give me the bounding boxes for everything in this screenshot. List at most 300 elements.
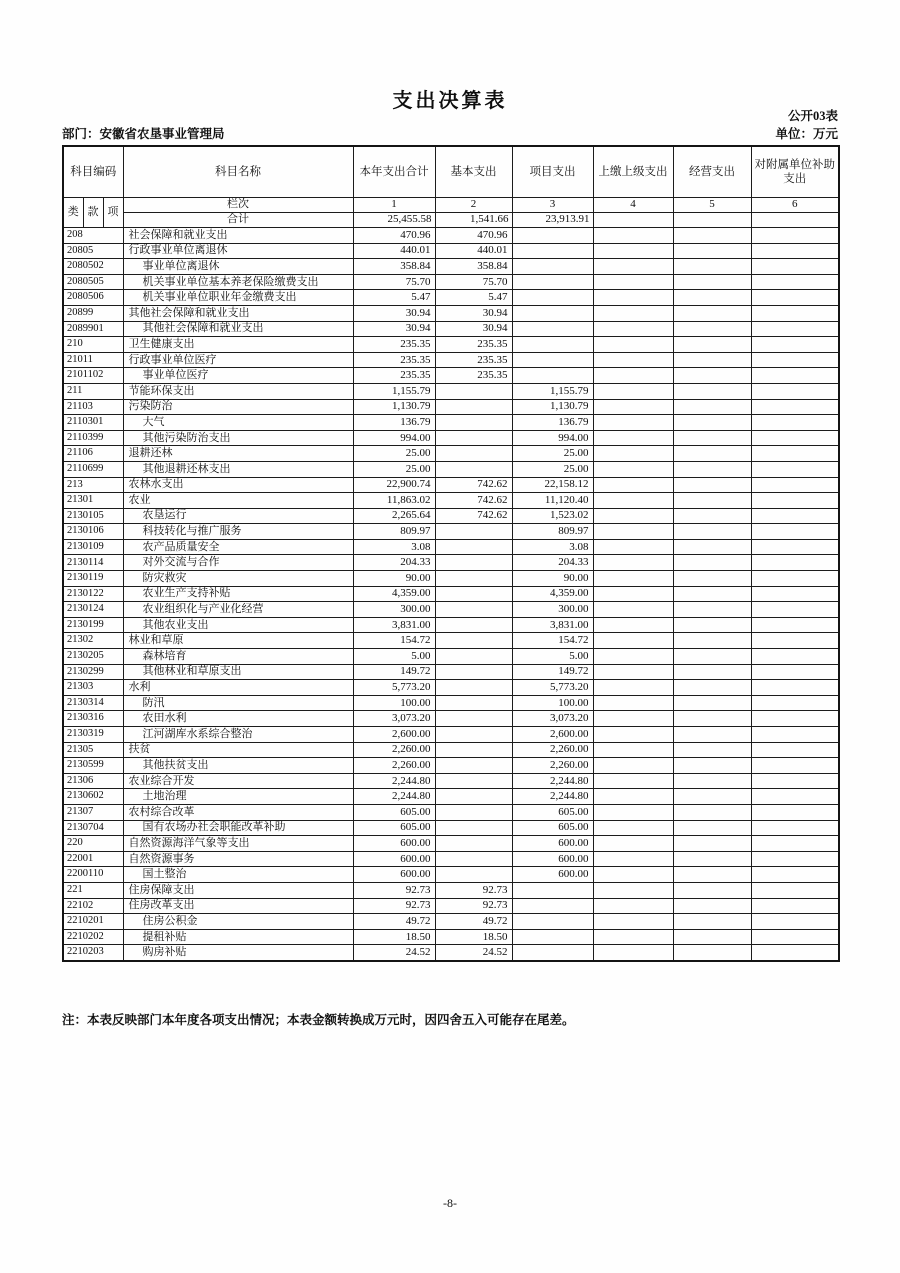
amount-cell: [751, 680, 839, 696]
header-row-lanci: [63, 198, 839, 213]
amount-cell: [435, 742, 512, 758]
amount-cell: 90.00: [353, 571, 435, 587]
subject-name-cell: 森林培育: [123, 649, 353, 665]
amount-cell: 49.72: [353, 914, 435, 930]
subject-name-cell: 农业生产支持补贴: [123, 586, 353, 602]
amount-cell: 3.08: [353, 539, 435, 555]
amount-cell: [673, 664, 751, 680]
table-row: [63, 851, 839, 867]
amount-cell: 358.84: [353, 259, 435, 275]
amount-cell: [593, 867, 673, 883]
amount-cell: [673, 867, 751, 883]
table-row: [63, 804, 839, 820]
amount-cell: [673, 882, 751, 898]
amount-cell: 3,831.00: [512, 617, 593, 633]
subject-code-cell: 21303: [63, 680, 123, 696]
amount-cell: 1,155.79: [512, 383, 593, 399]
subject-code-cell: 2110699: [63, 461, 123, 477]
amount-cell: 235.35: [435, 352, 512, 368]
amount-cell: [593, 633, 673, 649]
subject-name-cell: 事业单位医疗: [123, 368, 353, 384]
amount-cell: [751, 773, 839, 789]
amount-cell: [673, 742, 751, 758]
subject-name-cell: 农垦运行: [123, 508, 353, 524]
subject-name-cell: 提租补贴: [123, 929, 353, 945]
subject-name-cell: 购房补贴: [123, 945, 353, 961]
amount-cell: [673, 243, 751, 259]
amount-cell: [593, 243, 673, 259]
subject-name-cell: 其他污染防治支出: [123, 430, 353, 446]
subject-code-cell: 2080502: [63, 259, 123, 275]
amount-cell: [673, 898, 751, 914]
subject-name-cell: 国土整治: [123, 867, 353, 883]
department-label: 部门：安徽省农垦事业管理局: [62, 127, 225, 141]
amount-cell: 2,244.80: [353, 773, 435, 789]
subject-code-cell: 20805: [63, 243, 123, 259]
amount-cell: 605.00: [512, 820, 593, 836]
amount-cell: 2,260.00: [512, 758, 593, 774]
amount-cell: 2,600.00: [353, 727, 435, 743]
amount-cell: 22,900.74: [353, 477, 435, 493]
amount-cell: 5,773.20: [353, 680, 435, 696]
amount-cell: [751, 836, 839, 852]
table-row: [63, 399, 839, 415]
table-row: [63, 305, 839, 321]
amount-cell: [435, 446, 512, 462]
amount-cell: [751, 539, 839, 555]
amount-cell: [435, 399, 512, 415]
amount-cell: [593, 446, 673, 462]
subject-code-cell: 21306: [63, 773, 123, 789]
amount-cell: 92.73: [353, 898, 435, 914]
subject-code-cell: 2130299: [63, 664, 123, 680]
table-row: [63, 820, 839, 836]
table-row: [63, 493, 839, 509]
subject-code-cell: 213: [63, 477, 123, 493]
subject-name-cell: 水利: [123, 680, 353, 696]
amount-cell: 18.50: [435, 929, 512, 945]
amount-cell: [593, 742, 673, 758]
amount-cell: 300.00: [353, 602, 435, 618]
amount-cell: 11,120.40: [512, 493, 593, 509]
subject-name-cell: 农林水支出: [123, 477, 353, 493]
subject-name-cell: 农业组织化与产业化经营: [123, 602, 353, 618]
table-row: [63, 243, 839, 259]
subject-name-cell: 国有农场办社会职能改革补助: [123, 820, 353, 836]
amount-cell: 235.35: [435, 337, 512, 353]
amount-cell: [751, 929, 839, 945]
amount-cell: [593, 649, 673, 665]
subject-code-cell: 208: [63, 228, 123, 244]
amount-cell: [593, 820, 673, 836]
amount-cell: 92.73: [353, 882, 435, 898]
amount-cell: [673, 383, 751, 399]
amount-cell: 1,523.02: [512, 508, 593, 524]
amount-cell: 600.00: [353, 867, 435, 883]
subject-code-cell: 22102: [63, 898, 123, 914]
amount-cell: 742.62: [435, 493, 512, 509]
amount-cell: [751, 274, 839, 290]
heji-subsidy: [751, 213, 839, 228]
table-row: [63, 321, 839, 337]
amount-cell: [435, 695, 512, 711]
amount-cell: [512, 368, 593, 384]
subject-name-cell: 社会保障和就业支出: [123, 228, 353, 244]
amount-cell: 30.94: [435, 305, 512, 321]
amount-cell: [673, 352, 751, 368]
amount-cell: [512, 898, 593, 914]
amount-cell: [673, 477, 751, 493]
amount-cell: [593, 337, 673, 353]
amount-cell: 100.00: [353, 695, 435, 711]
table-row: [63, 274, 839, 290]
amount-cell: [751, 228, 839, 244]
subject-code-cell: 21302: [63, 633, 123, 649]
amount-cell: 600.00: [512, 851, 593, 867]
amount-cell: 154.72: [353, 633, 435, 649]
subject-code-cell: 2110399: [63, 430, 123, 446]
amount-cell: [593, 508, 673, 524]
table-row: [63, 758, 839, 774]
amount-cell: 49.72: [435, 914, 512, 930]
amount-cell: [673, 290, 751, 306]
amount-cell: [435, 836, 512, 852]
amount-cell: [435, 680, 512, 696]
amount-cell: [751, 664, 839, 680]
amount-cell: 1,130.79: [353, 399, 435, 415]
amount-cell: [751, 461, 839, 477]
amount-cell: [435, 789, 512, 805]
lanci-label: 栏次: [123, 198, 353, 213]
table-row: [63, 680, 839, 696]
amount-cell: 30.94: [353, 305, 435, 321]
table-row: [63, 430, 839, 446]
subject-code-cell: 22001: [63, 851, 123, 867]
subject-name-cell: 科技转化与推广服务: [123, 524, 353, 540]
amount-cell: [435, 727, 512, 743]
amount-cell: [512, 228, 593, 244]
amount-cell: [593, 758, 673, 774]
table-row: [63, 711, 839, 727]
amount-cell: 204.33: [512, 555, 593, 571]
table-row: [63, 477, 839, 493]
table-row: [63, 228, 839, 244]
subject-name-cell: 扶贫: [123, 742, 353, 758]
table-row: [63, 867, 839, 883]
amount-cell: 5.47: [353, 290, 435, 306]
lanci-col-6: 6: [751, 198, 839, 213]
col-header-project: 项目支出: [512, 146, 593, 198]
amount-cell: 25.00: [512, 446, 593, 462]
amount-cell: [751, 851, 839, 867]
amount-cell: [593, 836, 673, 852]
amount-cell: [751, 867, 839, 883]
amount-cell: [435, 804, 512, 820]
amount-cell: [751, 804, 839, 820]
amount-cell: 75.70: [435, 274, 512, 290]
subject-name-cell: 农产品质量安全: [123, 539, 353, 555]
amount-cell: [751, 305, 839, 321]
amount-cell: [593, 711, 673, 727]
subject-name-cell: 防灾救灾: [123, 571, 353, 587]
amount-cell: [751, 882, 839, 898]
amount-cell: [593, 477, 673, 493]
amount-cell: [751, 742, 839, 758]
amount-cell: [673, 586, 751, 602]
amount-cell: [673, 929, 751, 945]
amount-cell: [751, 430, 839, 446]
amount-cell: 90.00: [512, 571, 593, 587]
col-header-affiliate-subsidy: 对附属单位补助支出: [751, 146, 839, 198]
amount-cell: 154.72: [512, 633, 593, 649]
subject-code-cell: 220: [63, 836, 123, 852]
amount-cell: [593, 851, 673, 867]
amount-cell: [751, 321, 839, 337]
subcol-xiang: 项: [103, 198, 123, 228]
col-header-operating: 经营支出: [673, 146, 751, 198]
amount-cell: 440.01: [435, 243, 512, 259]
table-row: [63, 555, 839, 571]
subject-code-cell: 2210201: [63, 914, 123, 930]
amount-cell: [435, 461, 512, 477]
amount-cell: 235.35: [435, 368, 512, 384]
amount-cell: [673, 415, 751, 431]
subject-code-cell: 2080505: [63, 274, 123, 290]
amount-cell: [673, 836, 751, 852]
amount-cell: 5.47: [435, 290, 512, 306]
subject-code-cell: 2130205: [63, 649, 123, 665]
amount-cell: [593, 898, 673, 914]
amount-cell: [593, 368, 673, 384]
amount-cell: [751, 617, 839, 633]
amount-cell: [673, 649, 751, 665]
amount-cell: 440.01: [353, 243, 435, 259]
subject-code-cell: 2089901: [63, 321, 123, 337]
subject-code-cell: 2130602: [63, 789, 123, 805]
amount-cell: [512, 945, 593, 961]
subject-name-cell: 自然资源事务: [123, 851, 353, 867]
amount-cell: [593, 430, 673, 446]
heji-operating: [673, 213, 751, 228]
amount-cell: [673, 727, 751, 743]
amount-cell: 149.72: [353, 664, 435, 680]
heji-project: 23,913.91: [512, 213, 593, 228]
table-row: [63, 602, 839, 618]
subject-code-cell: 21103: [63, 399, 123, 415]
subcol-kuan: 款: [83, 198, 103, 228]
subject-code-cell: 2130199: [63, 617, 123, 633]
amount-cell: [435, 664, 512, 680]
table-row: [63, 695, 839, 711]
amount-cell: 235.35: [353, 337, 435, 353]
amount-cell: [593, 352, 673, 368]
amount-cell: 4,359.00: [512, 586, 593, 602]
subject-name-cell: 自然资源海洋气象等支出: [123, 836, 353, 852]
amount-cell: [751, 493, 839, 509]
amount-cell: 2,244.80: [512, 789, 593, 805]
col-header-upper-level: 上缴上级支出: [593, 146, 673, 198]
amount-cell: [751, 586, 839, 602]
lanci-col-2: 2: [435, 198, 512, 213]
heji-label: 合计: [123, 213, 353, 228]
subject-name-cell: 其他退耕还林支出: [123, 461, 353, 477]
subject-name-cell: 农田水利: [123, 711, 353, 727]
subject-code-cell: 221: [63, 882, 123, 898]
amount-cell: [673, 461, 751, 477]
heji-basic: 1,541.66: [435, 213, 512, 228]
subject-name-cell: 江河湖库水系综合整治: [123, 727, 353, 743]
subject-code-cell: 21011: [63, 352, 123, 368]
subject-name-cell: 其他社会保障和就业支出: [123, 321, 353, 337]
subject-name-cell: 农村综合改革: [123, 804, 353, 820]
lanci-col-5: 5: [673, 198, 751, 213]
subject-name-cell: 事业单位离退休: [123, 259, 353, 275]
amount-cell: [593, 727, 673, 743]
amount-cell: [751, 290, 839, 306]
subject-code-cell: 2080506: [63, 290, 123, 306]
amount-cell: [593, 602, 673, 618]
amount-cell: [751, 898, 839, 914]
amount-cell: [751, 789, 839, 805]
amount-cell: [593, 415, 673, 431]
meta-line: [62, 124, 838, 142]
amount-cell: [435, 867, 512, 883]
amount-cell: [593, 290, 673, 306]
table-row: [63, 508, 839, 524]
amount-cell: 3,073.20: [353, 711, 435, 727]
amount-cell: 25.00: [353, 446, 435, 462]
subject-name-cell: 住房公积金: [123, 914, 353, 930]
amount-cell: 470.96: [435, 228, 512, 244]
amount-cell: [673, 259, 751, 275]
amount-cell: [673, 446, 751, 462]
amount-cell: 994.00: [512, 430, 593, 446]
table-row: [63, 649, 839, 665]
amount-cell: [435, 617, 512, 633]
amount-cell: [593, 945, 673, 961]
amount-cell: 92.73: [435, 882, 512, 898]
amount-cell: [435, 539, 512, 555]
amount-cell: [435, 430, 512, 446]
amount-cell: 4,359.00: [353, 586, 435, 602]
amount-cell: [593, 321, 673, 337]
subject-code-cell: 2200110: [63, 867, 123, 883]
subject-code-cell: 2130704: [63, 820, 123, 836]
subject-code-cell: 2130119: [63, 571, 123, 587]
amount-cell: [435, 711, 512, 727]
subject-code-cell: 2130122: [63, 586, 123, 602]
amount-cell: 605.00: [353, 820, 435, 836]
subject-code-cell: 2130106: [63, 524, 123, 540]
amount-cell: [673, 493, 751, 509]
amount-cell: [751, 914, 839, 930]
subject-code-cell: 21305: [63, 742, 123, 758]
amount-cell: [751, 633, 839, 649]
subcol-lei: 类: [63, 198, 83, 228]
amount-cell: [435, 586, 512, 602]
amount-cell: 25.00: [353, 461, 435, 477]
amount-cell: [673, 571, 751, 587]
amount-cell: [673, 711, 751, 727]
amount-cell: [593, 586, 673, 602]
amount-cell: [435, 602, 512, 618]
amount-cell: 300.00: [512, 602, 593, 618]
table-row: [63, 524, 839, 540]
table-row: [63, 727, 839, 743]
amount-cell: [673, 945, 751, 961]
heji-upper: [593, 213, 673, 228]
amount-cell: 5.00: [512, 649, 593, 665]
amount-cell: [435, 555, 512, 571]
amount-cell: [593, 305, 673, 321]
amount-cell: 100.00: [512, 695, 593, 711]
amount-cell: 2,244.80: [353, 789, 435, 805]
amount-cell: [751, 711, 839, 727]
amount-cell: [673, 851, 751, 867]
amount-cell: [751, 758, 839, 774]
amount-cell: [673, 508, 751, 524]
amount-cell: [593, 664, 673, 680]
amount-cell: [751, 243, 839, 259]
amount-cell: [751, 259, 839, 275]
amount-cell: [593, 539, 673, 555]
subject-name-cell: 退耕还林: [123, 446, 353, 462]
amount-cell: 25.00: [512, 461, 593, 477]
col-header-subject-code: 科目编码: [63, 146, 123, 198]
amount-cell: [435, 820, 512, 836]
table-row: [63, 914, 839, 930]
amount-cell: [751, 415, 839, 431]
subject-name-cell: 防汛: [123, 695, 353, 711]
subject-name-cell: 大气: [123, 415, 353, 431]
table-row: [63, 586, 839, 602]
amount-cell: [751, 820, 839, 836]
subject-code-cell: 2130314: [63, 695, 123, 711]
amount-cell: 22,158.12: [512, 477, 593, 493]
subject-code-cell: 2210203: [63, 945, 123, 961]
col-header-subject-name: 科目名称: [123, 146, 353, 198]
footnote: 注：本表反映部门本年度各项支出情况；本表金额转换成万元时，因四舍五入可能存在尾差。: [62, 1013, 575, 1027]
amount-cell: 235.35: [353, 352, 435, 368]
amount-cell: [435, 633, 512, 649]
subject-code-cell: 2130114: [63, 555, 123, 571]
col-header-year-total: 本年支出合计: [353, 146, 435, 198]
amount-cell: 5,773.20: [512, 680, 593, 696]
amount-cell: 1,155.79: [353, 383, 435, 399]
heji-total: 25,455.58: [353, 213, 435, 228]
amount-cell: 235.35: [353, 368, 435, 384]
amount-cell: [751, 945, 839, 961]
subject-name-cell: 农业综合开发: [123, 773, 353, 789]
amount-cell: 204.33: [353, 555, 435, 571]
page-number: -8-: [443, 1196, 457, 1210]
subject-code-cell: 21307: [63, 804, 123, 820]
subject-name-cell: 对外交流与合作: [123, 555, 353, 571]
subject-name-cell: 林业和草原: [123, 633, 353, 649]
amount-cell: [751, 383, 839, 399]
amount-cell: [751, 368, 839, 384]
amount-cell: 2,600.00: [512, 727, 593, 743]
subject-code-cell: 2130319: [63, 727, 123, 743]
expenditure-table: [62, 145, 840, 962]
amount-cell: 92.73: [435, 898, 512, 914]
amount-cell: [751, 727, 839, 743]
amount-cell: 5.00: [353, 649, 435, 665]
table-row: [63, 773, 839, 789]
amount-cell: 24.52: [353, 945, 435, 961]
subject-code-cell: 2130599: [63, 758, 123, 774]
amount-cell: 30.94: [435, 321, 512, 337]
